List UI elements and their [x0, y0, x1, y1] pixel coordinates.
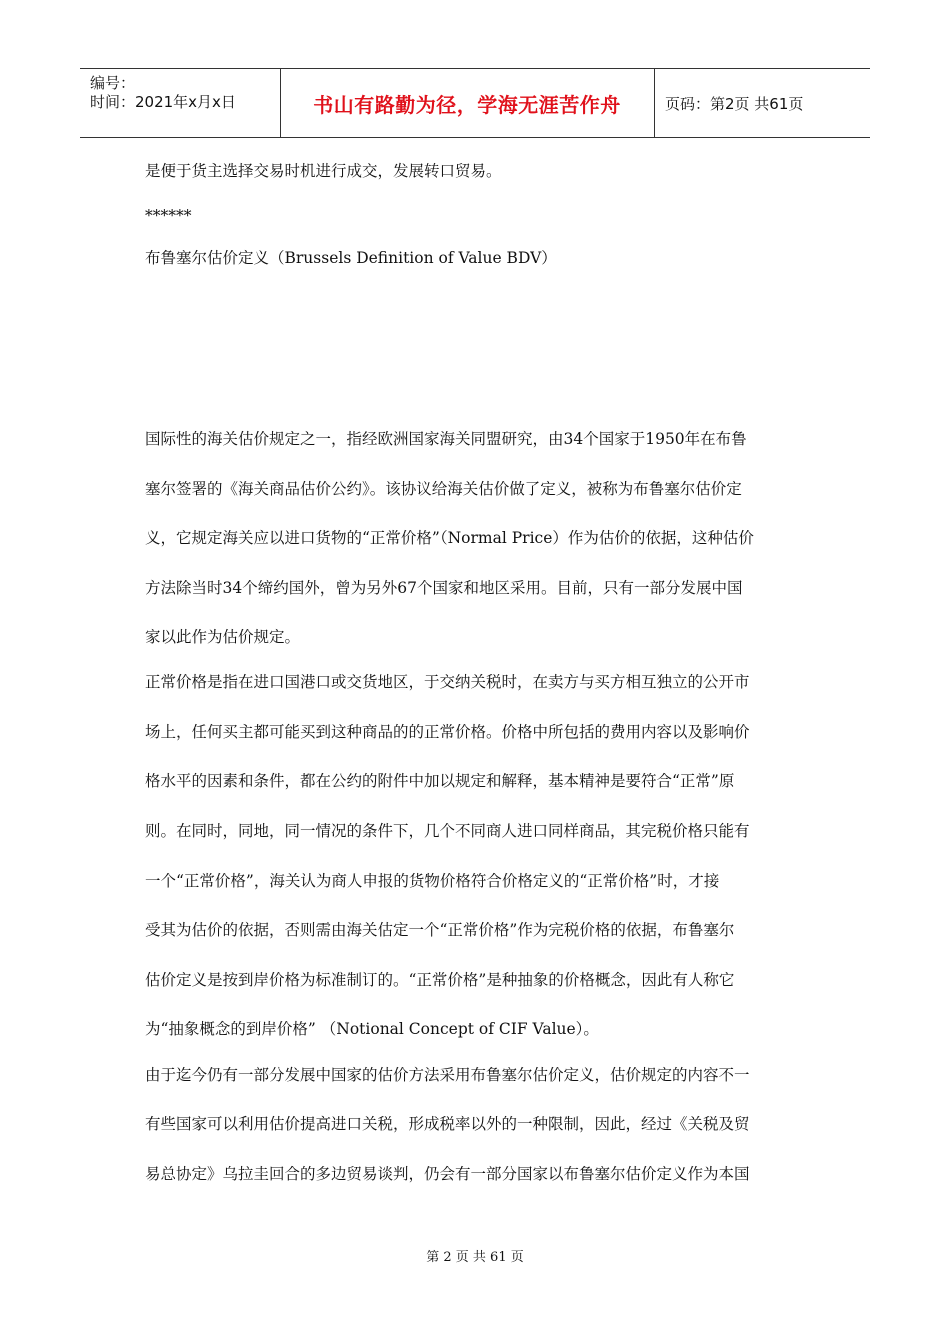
body-line-1: 是便于货主选择交易时机进行成交，发展转口贸易。	[145, 162, 502, 180]
paragraph-line: 方法除当时34个缔约国外，曾为另外67个国家和地区采用。目前，只有一部分发展中国	[145, 579, 743, 597]
paragraph-line: 义，它规定海关应以进口货物的“正常价格”（Normal Price）作为估价的依据，这种估价	[145, 529, 754, 547]
paragraph-line: 估价定义是按到岸价格为标准制订的。“正常价格”是种抽象的价格概念，因此有人称它	[145, 971, 735, 989]
page-footer: 第 2 页 共 61 页	[426, 1250, 524, 1265]
page-info: 页码：第2页 共61页	[665, 94, 804, 113]
serial-label: 编号：	[90, 74, 136, 92]
paragraph-line: 由于迄今仍有一部分发展中国家的估价方法采用布鲁塞尔估价定义，估价规定的内容不一	[145, 1066, 750, 1084]
paragraph-line: 正常价格是指在进口国港口或交货地区，于交纳关税时，在卖方与买方相互独立的公开市	[145, 673, 750, 691]
header-page-cell	[655, 69, 870, 137]
header-meta-cell	[80, 69, 281, 137]
paragraph-line: 为“抽象概念的到岸价格” （Notional Concept of CIF Value）。	[145, 1020, 599, 1038]
paragraph-line: 一个“正常价格”，海关认为商人申报的货物价格符合价格定义的“正常价格”时，才接	[145, 872, 720, 890]
paragraph-line: 则。在同时，同地，同一情况的条件下，几个不同商人进口同样商品，其完税价格只能有	[145, 822, 750, 840]
paragraph-line: 国际性的海关估价规定之一，指经欧洲国家海关同盟研究，由34个国家于1950年在布鲁	[145, 430, 747, 448]
page-header	[80, 68, 870, 138]
paragraph-line: 受其为估价的依据，否则需由海关估定一个“正常价格”作为完税价格的依据，布鲁塞尔	[145, 921, 735, 939]
paragraph-line: 易总协定》乌拉圭回合的多边贸易谈判，仍会有一部分国家以布鲁塞尔估价定义作为本国	[145, 1165, 750, 1183]
paragraph-line: 有些国家可以利用估价提高进口关税，形成税率以外的一种限制，因此，经过《关税及贸	[145, 1115, 750, 1133]
motto-text: 书山有路勤为径，学海无涯苦作舟	[313, 92, 621, 117]
paragraph-line: 场上，任何买主都可能买到这种商品的的正常价格。价格中所包括的费用内容以及影响价	[145, 723, 750, 741]
section-heading: 布鲁塞尔估价定义（Brussels Definition of Value BDV）	[145, 249, 557, 267]
paragraph-line: 格水平的因素和条件，都在公约的附件中加以规定和解释，基本精神是要符合“正常”原	[145, 772, 735, 790]
paragraph-line: 家以此作为估价规定。	[145, 628, 301, 646]
paragraph-line: 塞尔签署的《海关商品估价公约》。该协议给海关估价做了定义，被称为布鲁塞尔估价定	[145, 480, 742, 498]
separator-stars: ******	[145, 207, 192, 225]
header-motto-cell	[280, 69, 655, 137]
date-label: 时间：2021年x月x日	[90, 93, 236, 111]
